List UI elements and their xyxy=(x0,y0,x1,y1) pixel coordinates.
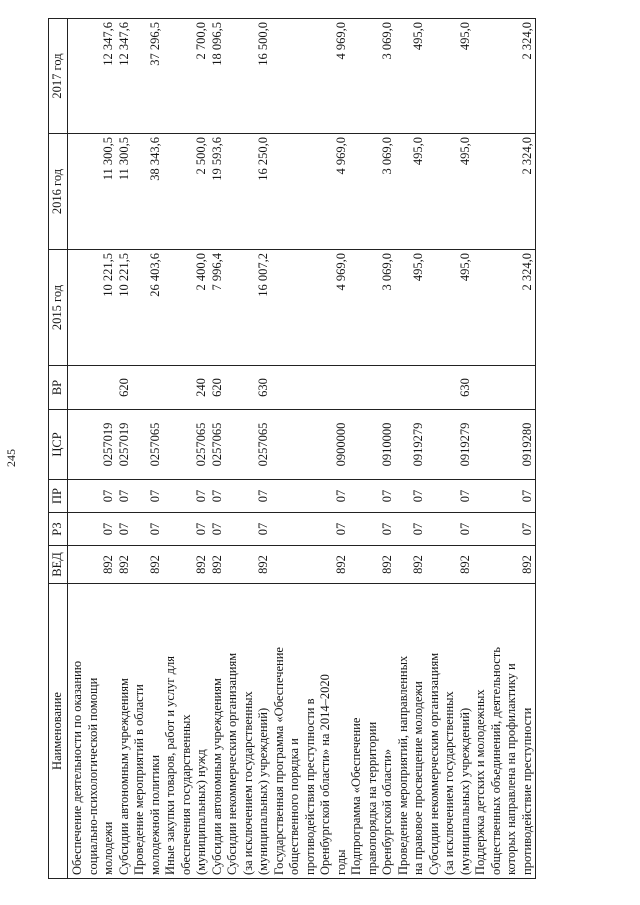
row-ved: 892 xyxy=(396,546,427,584)
row-rz: 07 xyxy=(427,513,474,546)
row-ved: 892 xyxy=(272,546,350,584)
col-header-vr: ВР xyxy=(49,366,68,410)
row-name: Проведение мероприятий в области молодежной политики xyxy=(132,584,163,879)
table-row xyxy=(132,19,163,879)
row-name: Субсидии некоммерческим организациям (за исключением государственных (муниципальных) учреждений) xyxy=(225,584,272,879)
col-header-2017: 2017 год xyxy=(49,19,68,134)
row-rz: 07 xyxy=(396,513,427,546)
row-2015: 495,0 xyxy=(396,250,427,366)
row-ved: 892 xyxy=(349,546,396,584)
row-2015: 2 400,0 7 996,4 xyxy=(163,250,225,366)
col-header-csr: ЦСР xyxy=(49,410,68,480)
row-pr: 07 07 xyxy=(163,480,225,513)
row-2017: 4 969,0 xyxy=(272,19,350,134)
row-vr xyxy=(272,366,350,410)
row-2016: 495,0 xyxy=(427,134,474,250)
row-2016: 3 069,0 xyxy=(349,134,396,250)
table-row xyxy=(68,19,133,879)
row-rz: 07 xyxy=(473,513,536,546)
row-2015: 26 403,6 xyxy=(132,250,163,366)
row-vr xyxy=(349,366,396,410)
row-vr: 620 xyxy=(68,366,133,410)
row-rz: 07 xyxy=(349,513,396,546)
col-header-ved: ВЕД xyxy=(49,546,68,584)
row-pr: 07 xyxy=(132,480,163,513)
row-2016: 2 324,0 xyxy=(473,134,536,250)
row-2015: 4 969,0 xyxy=(272,250,350,366)
row-ved: 892 xyxy=(132,546,163,584)
row-name: Подпрограмма «Обеспечение правопорядка на территории Оренбургской области» xyxy=(349,584,396,879)
col-header-2016: 2016 год xyxy=(49,134,68,250)
row-rz: 07 xyxy=(225,513,272,546)
row-ved: 892 xyxy=(225,546,272,584)
row-pr: 07 xyxy=(427,480,474,513)
row-pr: 07 xyxy=(396,480,427,513)
row-vr: 240 620 xyxy=(163,366,225,410)
row-2017: 2 700,0 18 096,5 xyxy=(163,19,225,134)
col-header-rz: РЗ xyxy=(49,513,68,546)
row-2016: 16 250,0 xyxy=(225,134,272,250)
row-pr: 07 xyxy=(272,480,350,513)
col-header-pr: ПР xyxy=(49,480,68,513)
row-2017: 16 500,0 xyxy=(225,19,272,134)
row-vr xyxy=(473,366,536,410)
row-2015: 10 221,5 10 221,5 xyxy=(68,250,133,366)
table-row xyxy=(272,19,350,879)
row-2016: 2 500,0 19 593,6 xyxy=(163,134,225,250)
row-ved: 892 892 xyxy=(68,546,133,584)
row-name: Проведение мероприятий, направленных на правовое просвещение молодежи xyxy=(396,584,427,879)
row-csr: 0900000 xyxy=(272,410,350,480)
col-header-2015: 2015 год xyxy=(49,250,68,366)
row-csr: 0919279 xyxy=(396,410,427,480)
row-name: Государственная программа «Обеспечение общественного порядка и противодействия преступности в Оренбургской области» на 2014–2020 годы xyxy=(272,584,350,879)
row-ved: 892 xyxy=(427,546,474,584)
table-row xyxy=(396,19,427,879)
row-2016: 4 969,0 xyxy=(272,134,350,250)
row-csr: 0257019 0257019 xyxy=(68,410,133,480)
row-2017: 495,0 xyxy=(427,19,474,134)
row-rz: 07 xyxy=(132,513,163,546)
row-2017: 2 324,0 xyxy=(473,19,536,134)
header-row xyxy=(49,19,68,879)
row-pr: 07 xyxy=(473,480,536,513)
table-row xyxy=(163,19,225,879)
row-pr: 07 xyxy=(225,480,272,513)
row-pr: 07 07 xyxy=(68,480,133,513)
row-csr: 0257065 0257065 xyxy=(163,410,225,480)
row-pr: 07 xyxy=(349,480,396,513)
col-header-name: Наименование xyxy=(49,584,68,879)
row-csr: 0257065 xyxy=(132,410,163,480)
row-csr: 0910000 xyxy=(349,410,396,480)
row-rz: 07 xyxy=(272,513,350,546)
row-vr: 630 xyxy=(427,366,474,410)
row-csr: 0257065 xyxy=(225,410,272,480)
row-rz: 07 07 xyxy=(163,513,225,546)
row-name: Обеспечение деятельности по оказанию социально-психологической помощи молодежи Субсидии автономным учреждениям xyxy=(68,584,133,879)
row-vr xyxy=(396,366,427,410)
row-rz: 07 07 xyxy=(68,513,133,546)
row-ved: 892 892 xyxy=(163,546,225,584)
row-2017: 12 347,6 12 347,6 xyxy=(68,19,133,134)
budget-table xyxy=(48,18,536,879)
row-name: Иные закупки товаров, работ и услуг для обеспечения государственных (муниципальных) нужд Субсидии автономным учреждениям xyxy=(163,584,225,879)
table-row xyxy=(349,19,396,879)
row-name: Субсидии некоммерческим организациям (за исключением государственных (муниципальных) учреждений) xyxy=(427,584,474,879)
row-2015: 2 324,0 xyxy=(473,250,536,366)
table-row xyxy=(473,19,536,879)
row-2015: 16 007,2 xyxy=(225,250,272,366)
row-2015: 495,0 xyxy=(427,250,474,366)
row-ved: 892 xyxy=(473,546,536,584)
row-2015: 3 069,0 xyxy=(349,250,396,366)
row-2017: 495,0 xyxy=(396,19,427,134)
row-2017: 3 069,0 xyxy=(349,19,396,134)
row-vr: 630 xyxy=(225,366,272,410)
row-csr: 0919280 xyxy=(473,410,536,480)
table-row xyxy=(225,19,272,879)
row-2016: 38 343,6 xyxy=(132,134,163,250)
row-vr xyxy=(132,366,163,410)
row-2016: 495,0 xyxy=(396,134,427,250)
row-2016: 11 300,5 11 300,5 xyxy=(68,134,133,250)
row-name: Поддержка детских и молодежных общественных объединений, деятельность которых направлена на профилактику и противодействие преступности xyxy=(473,584,536,879)
row-csr: 0919279 xyxy=(427,410,474,480)
page-number: 245 xyxy=(4,449,18,467)
row-2017: 37 296,5 xyxy=(132,19,163,134)
table-row xyxy=(427,19,474,879)
